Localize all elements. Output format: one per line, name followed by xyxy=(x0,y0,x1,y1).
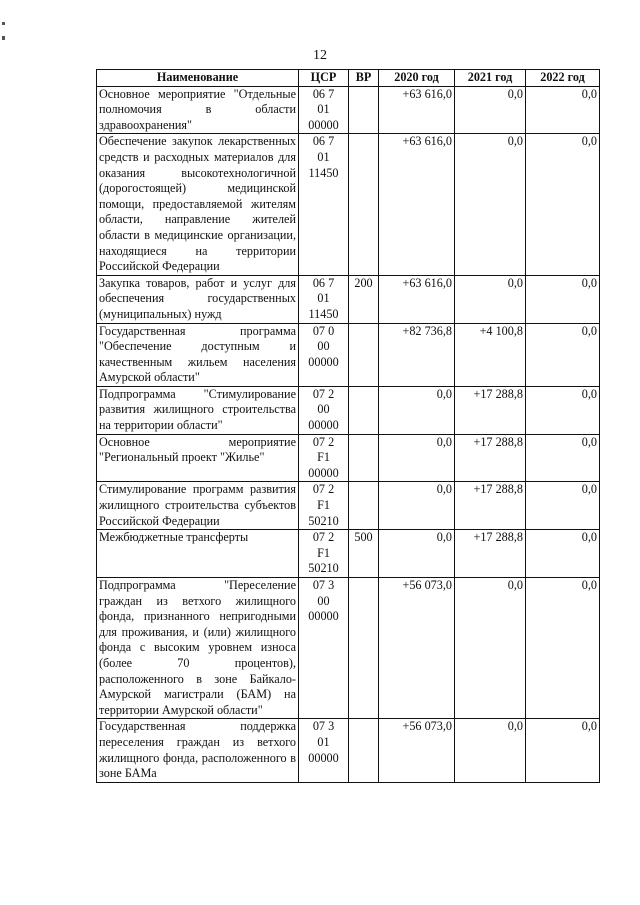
cell-csr: 07 3 00 00000 xyxy=(299,578,349,719)
table-row xyxy=(97,719,600,782)
cell-vr xyxy=(349,719,379,782)
cell-name: Основное мероприятие "Отдельные полномочия в области здравоохранения" xyxy=(97,86,299,134)
scan-edge-mark xyxy=(2,36,5,40)
cell-vr xyxy=(349,323,379,386)
cell-2020: +63 616,0 xyxy=(379,275,455,323)
cell-2020: 0,0 xyxy=(379,434,455,482)
header-2021: 2021 год xyxy=(455,70,526,87)
cell-2021: +17 288,8 xyxy=(455,386,526,434)
cell-vr: 500 xyxy=(349,530,379,578)
cell-2022: 0,0 xyxy=(526,482,600,530)
table-row xyxy=(97,578,600,719)
cell-name: Основное мероприятие "Региональный проект "Жилье" xyxy=(97,434,299,482)
cell-csr: 06 7 01 11450 xyxy=(299,134,349,275)
cell-name: Обеспечение закупок лекарственных средств и расходных материалов для оказания высокотехнологичной (дорогостоящей) медицинской помощи, предоставляемой жителям области, направление жителей области в медицинские организации, находящиеся на территории Российской Федерации xyxy=(97,134,299,275)
cell-2022: 0,0 xyxy=(526,719,600,782)
cell-2021: 0,0 xyxy=(455,86,526,134)
cell-2020: +56 073,0 xyxy=(379,719,455,782)
cell-2021: 0,0 xyxy=(455,719,526,782)
cell-2021: 0,0 xyxy=(455,578,526,719)
table-row xyxy=(97,530,600,578)
header-vr: ВР xyxy=(349,70,379,87)
cell-name: Государственная поддержка переселения граждан из ветхого жилищного фонда, расположенного в зоне БАМа xyxy=(97,719,299,782)
cell-name: Стимулирование программ развития жилищного строительства субъектов Российской Федерации xyxy=(97,482,299,530)
cell-csr: 07 2 F1 00000 xyxy=(299,434,349,482)
table-row xyxy=(97,482,600,530)
cell-2022: 0,0 xyxy=(526,578,600,719)
table-row xyxy=(97,275,600,323)
cell-csr: 07 0 00 00000 xyxy=(299,323,349,386)
cell-vr: 200 xyxy=(349,275,379,323)
cell-vr xyxy=(349,578,379,719)
cell-name: Закупка товаров, работ и услуг для обеспечения государственных (муниципальных) нужд xyxy=(97,275,299,323)
cell-vr xyxy=(349,86,379,134)
budget-table xyxy=(96,69,600,783)
cell-csr: 07 2 F1 50210 xyxy=(299,530,349,578)
cell-vr xyxy=(349,134,379,275)
cell-csr: 06 7 01 00000 xyxy=(299,86,349,134)
cell-name: Подпрограмма "Стимулирование развития жилищного строительства на территории области" xyxy=(97,386,299,434)
cell-2021: +17 288,8 xyxy=(455,434,526,482)
cell-2021: 0,0 xyxy=(455,134,526,275)
cell-name: Подпрограмма "Переселение граждан из ветхого жилищного фонда, признанного непригодными для проживания, и (или) жилищного фонда с высоким уровнем износа (более 70 процентов), расположенного в зоне Байкало-Амурской магистрали (БАМ) на территории Амурской области" xyxy=(97,578,299,719)
header-2020: 2020 год xyxy=(379,70,455,87)
cell-2022: 0,0 xyxy=(526,275,600,323)
cell-2021: +17 288,8 xyxy=(455,482,526,530)
table-row xyxy=(97,434,600,482)
table-row xyxy=(97,323,600,386)
cell-2022: 0,0 xyxy=(526,530,600,578)
cell-vr xyxy=(349,434,379,482)
cell-2020: +56 073,0 xyxy=(379,578,455,719)
cell-2020: 0,0 xyxy=(379,530,455,578)
cell-csr: 07 2 00 00000 xyxy=(299,386,349,434)
cell-2020: 0,0 xyxy=(379,482,455,530)
cell-2020: +63 616,0 xyxy=(379,86,455,134)
cell-2020: +82 736,8 xyxy=(379,323,455,386)
table-header-row xyxy=(97,70,600,87)
cell-2021: 0,0 xyxy=(455,275,526,323)
cell-csr: 07 2 F1 50210 xyxy=(299,482,349,530)
cell-2022: 0,0 xyxy=(526,434,600,482)
table-row xyxy=(97,134,600,275)
cell-2021: +4 100,8 xyxy=(455,323,526,386)
cell-2022: 0,0 xyxy=(526,323,600,386)
cell-csr: 07 3 01 00000 xyxy=(299,719,349,782)
table-row xyxy=(97,386,600,434)
cell-2022: 0,0 xyxy=(526,134,600,275)
cell-name: Государственная программа "Обеспечение доступным и качественным жильем населения Амурской области" xyxy=(97,323,299,386)
cell-vr xyxy=(349,482,379,530)
cell-2020: +63 616,0 xyxy=(379,134,455,275)
cell-csr: 06 7 01 11450 xyxy=(299,275,349,323)
header-csr: ЦСР xyxy=(299,70,349,87)
cell-2021: +17 288,8 xyxy=(455,530,526,578)
page-number: 12 xyxy=(313,48,327,63)
cell-2022: 0,0 xyxy=(526,386,600,434)
table-row xyxy=(97,86,600,134)
header-name: Наименование xyxy=(97,70,299,87)
scan-edge-mark xyxy=(2,22,5,25)
cell-vr xyxy=(349,386,379,434)
header-2022: 2022 год xyxy=(526,70,600,87)
cell-2022: 0,0 xyxy=(526,86,600,134)
cell-2020: 0,0 xyxy=(379,386,455,434)
cell-name: Межбюджетные трансферты xyxy=(97,530,299,578)
